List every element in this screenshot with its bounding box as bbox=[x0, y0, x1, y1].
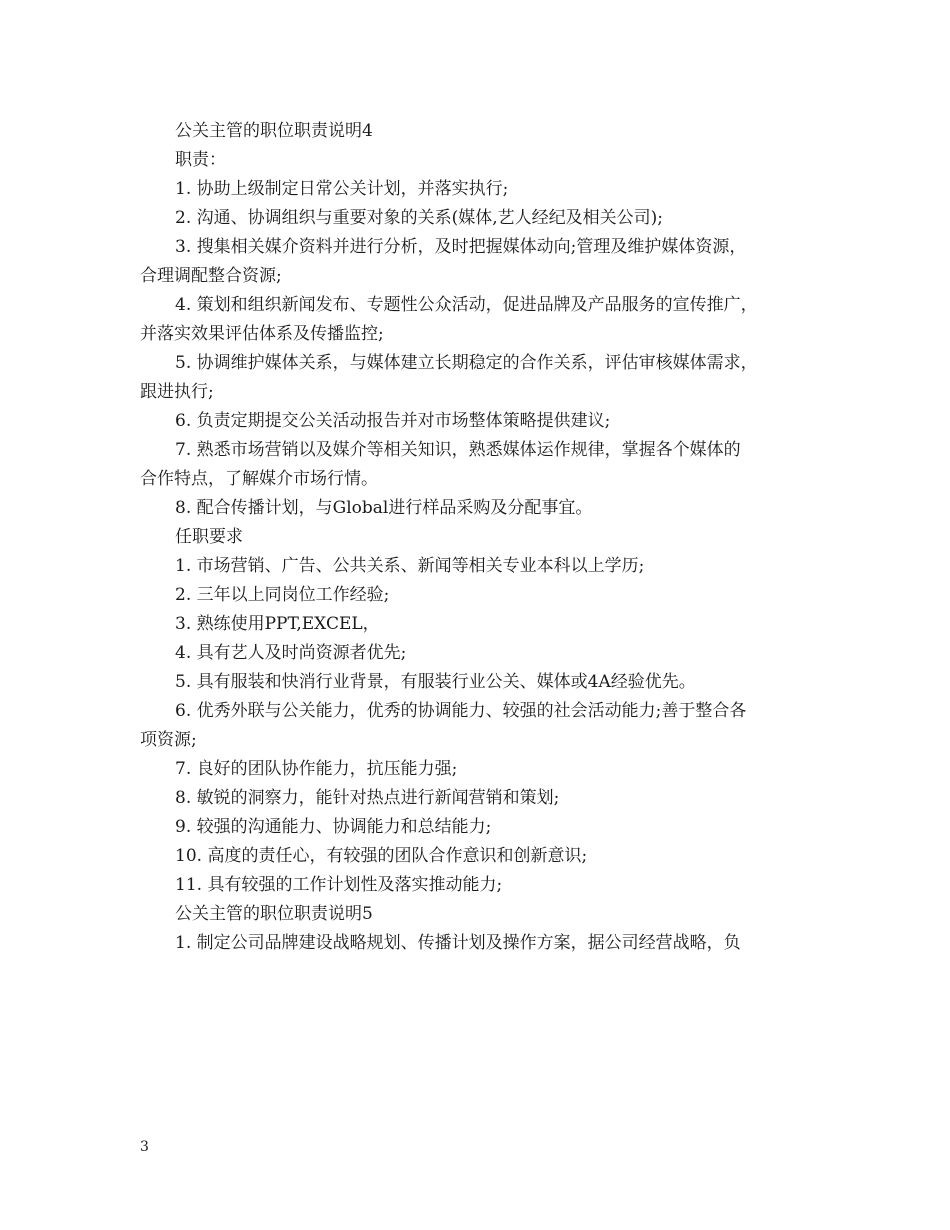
document-body bbox=[140, 117, 830, 958]
continuation-line: 项资源; bbox=[140, 730, 197, 750]
paragraph-line: 7. 熟悉市场营销以及媒介等相关知识，熟悉媒体运作规律，掌握各个媒体的 bbox=[175, 440, 741, 460]
paragraph-line: 6. 负责定期提交公关活动报告并对市场整体策略提供建议; bbox=[175, 411, 611, 431]
paragraph-line: 6. 优秀外联与公关能力，优秀的协调能力、较强的社会活动能力;善于整合各 bbox=[175, 701, 747, 721]
paragraph-line: 3. 熟练使用PPT,EXCEL， bbox=[175, 614, 380, 634]
paragraph-line: 7. 良好的团队协作能力，抗压能力强; bbox=[175, 759, 458, 779]
continuation-line: 合理调配整合资源; bbox=[140, 266, 282, 286]
paragraph-line: 5. 协调维护媒体关系，与媒体建立长期稳定的合作关系，评估审核媒体需求， bbox=[175, 353, 758, 373]
paragraph-line: 2. 沟通、协调组织与重要对象的关系(媒体,艺人经纪及相关公司); bbox=[175, 208, 664, 228]
paragraph-line: 4. 策划和组织新闻发布、专题性公众活动，促进品牌及产品服务的宣传推广， bbox=[175, 295, 758, 315]
paragraph-line: 职责： bbox=[175, 150, 226, 170]
paragraph-line: 8. 敏锐的洞察力，能针对热点进行新闻营销和策划; bbox=[175, 788, 560, 808]
continuation-line: 合作特点，了解媒介市场行情。 bbox=[140, 469, 378, 489]
paragraph-line: 1. 协助上级制定日常公关计划，并落实执行; bbox=[175, 179, 509, 199]
paragraph-line: 1. 市场营销、广告、公共关系、新闻等相关专业本科以上学历; bbox=[175, 556, 645, 576]
paragraph-line: 5. 具有服装和快消行业背景，有服装行业公关、媒体或4A经验优先。 bbox=[175, 672, 696, 692]
paragraph-line: 8. 配合传播计划，与Global进行样品采购及分配事宜。 bbox=[175, 498, 593, 518]
paragraph-line: 公关主管的职位职责说明5 bbox=[175, 904, 373, 924]
paragraph-line: 任职要求 bbox=[175, 527, 243, 547]
paragraph-line: 1. 制定公司品牌建设战略规划、传播计划及操作方案，据公司经营战略，负 bbox=[175, 933, 741, 953]
paragraph-line: 11. 具有较强的工作计划性及落实推动能力; bbox=[175, 875, 503, 895]
paragraph-line: 3. 搜集相关媒介资料并进行分析，及时把握媒体动向;管理及维护媒体资源， bbox=[175, 237, 747, 257]
continuation-line: 跟进执行; bbox=[140, 382, 214, 402]
paragraph-line: 公关主管的职位职责说明4 bbox=[175, 121, 373, 141]
continuation-line: 并落实效果评估体系及传播监控; bbox=[140, 324, 384, 344]
paragraph-line: 2. 三年以上同岗位工作经验; bbox=[175, 585, 390, 605]
paragraph-line: 10. 高度的责任心，有较强的团队合作意识和创新意识; bbox=[175, 846, 588, 866]
page-number: 3 bbox=[140, 1139, 149, 1155]
paragraph-line: 9. 较强的沟通能力、协调能力和总结能力; bbox=[175, 817, 492, 837]
paragraph-line: 4. 具有艺人及时尚资源者优先; bbox=[175, 643, 407, 663]
